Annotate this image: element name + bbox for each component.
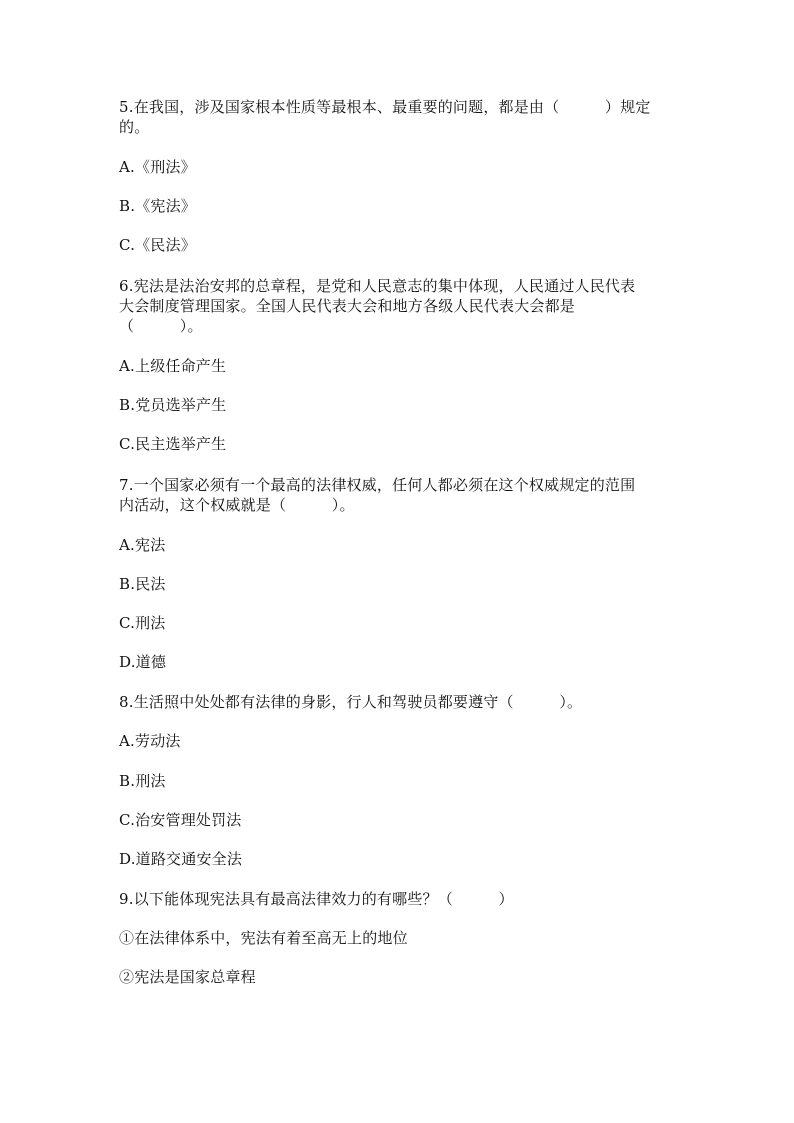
question-6-stem-line-3: （ ）。 [119,317,203,335]
question-7-option-d: D.道德 [119,653,167,671]
question-5-stem-line-2: 的。 [119,118,150,136]
question-8-option-c: C.治安管理处罚法 [119,811,242,829]
question-6-option-a: A.上级任命产生 [119,357,227,375]
question-8-option-b: B.刑法 [119,772,166,790]
question-5-stem-line-1: 5.在我国，涉及国家根本性质等最根本、最重要的问题，都是由（ ）规定 [119,98,651,116]
question-5-option-c: C.《民法》 [119,236,196,254]
question-5-option-a: A.《刑法》 [119,158,196,176]
question-7-stem-line-1: 7.一个国家必须有一个最高的法律权威，任何人都必须在这个权威规定的范围 [119,476,636,494]
question-8-stem-line-1: 8.生活照中处处都有法律的身影，行人和驾驶员都要遵守（ ）。 [119,693,583,711]
question-7-option-b: B.民法 [119,575,166,593]
question-6-stem-line-1: 6.宪法是法治安邦的总章程，是党和人民意志的集中体现，人民通过人民代表 [119,277,636,295]
question-8-option-a: A.劳动法 [119,732,181,750]
question-9-statement-2: ②宪法是国家总章程 [119,968,256,986]
question-7-stem-line-2: 内活动，这个权威就是（ ）。 [119,496,355,514]
question-9-statement-1: ①在法律体系中，宪法有着至高无上的地位 [119,929,408,947]
question-7-option-c: C.刑法 [119,614,166,632]
question-6-stem-line-2: 大会制度管理国家。全国人民代表大会和地方各级人民代表大会都是 [119,297,576,315]
question-5-option-b: B.《宪法》 [119,197,196,215]
question-6-option-b: B.党员选举产生 [119,396,227,414]
question-8-option-d: D.道路交通安全法 [119,850,243,868]
question-9-stem-line-1: 9.以下能体现宪法具有最高法律效力的有哪些？（ ） [119,890,514,908]
question-7-option-a: A.宪法 [119,536,166,554]
question-6-option-c: C.民主选举产生 [119,435,227,453]
